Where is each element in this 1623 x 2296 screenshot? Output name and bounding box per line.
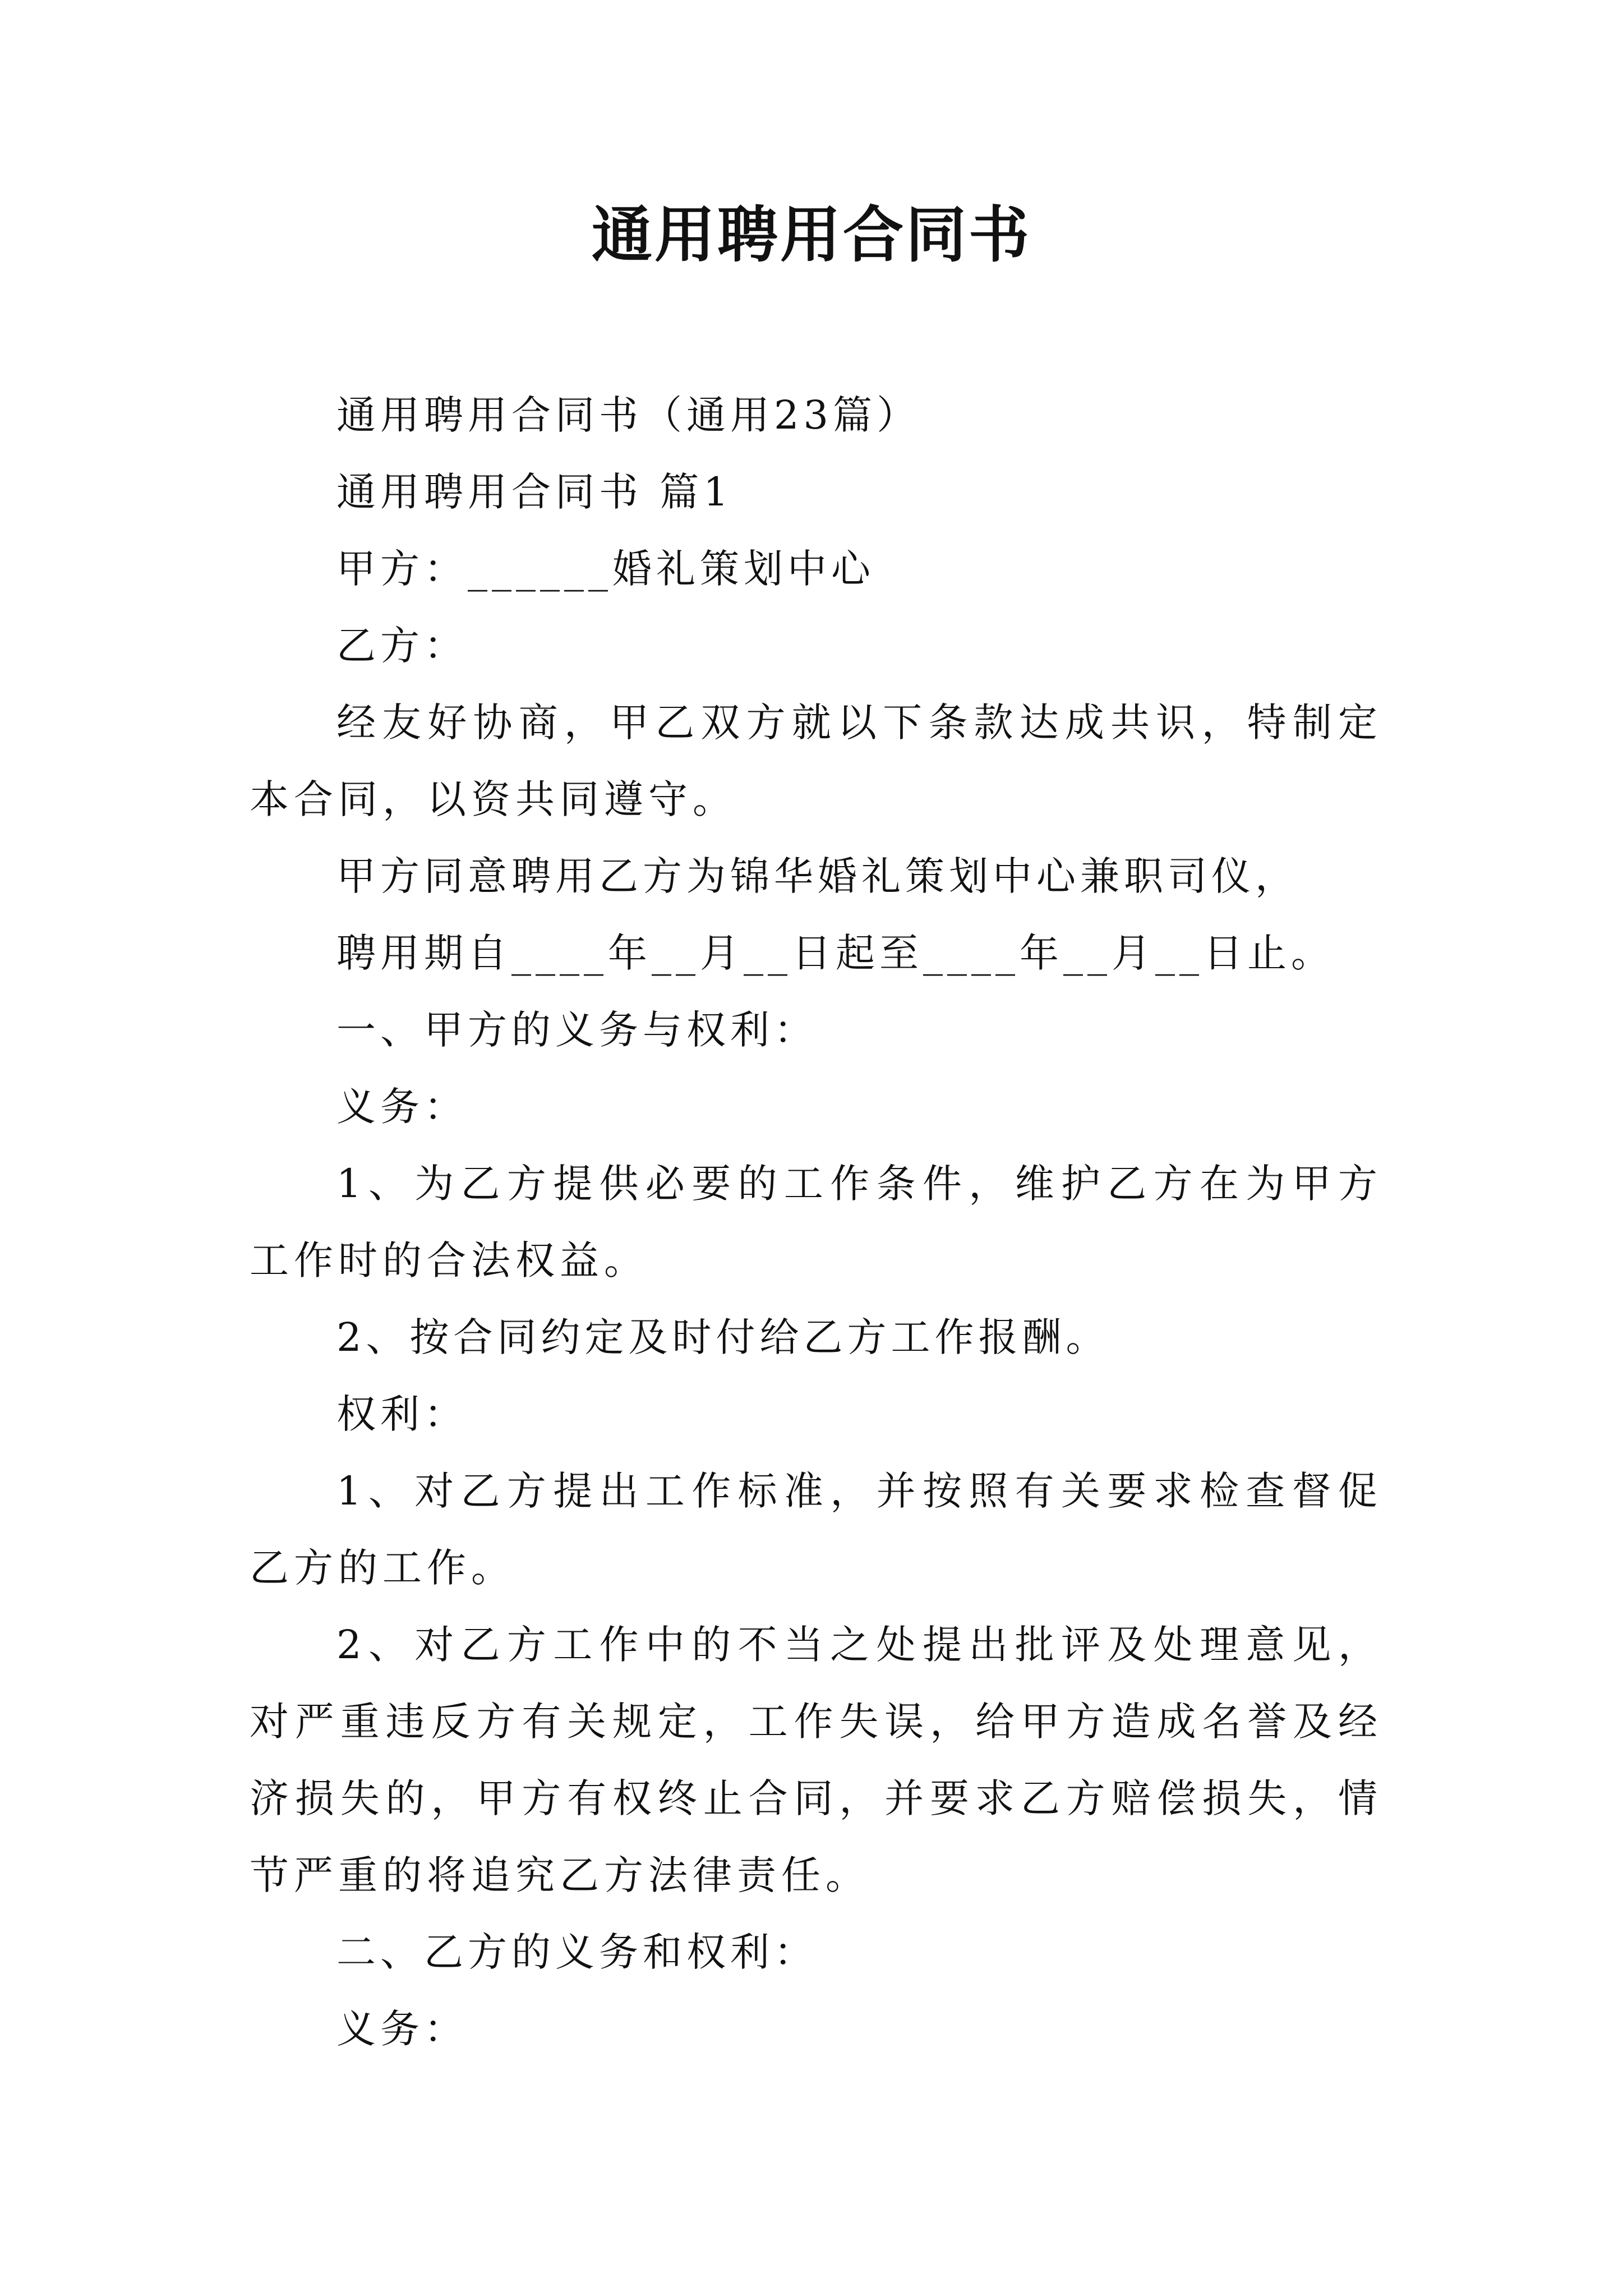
rights-item-1: 1、对乙方提出工作标准，并按照有关要求检查督促乙方的工作。 — [250, 1468, 1382, 1591]
obligations-label: 义务： — [336, 1084, 468, 1130]
obligation-item-2: 2、按合同约定及时付给乙方工作报酬。 — [336, 1314, 1110, 1360]
rights-item-2: 2、对乙方工作中的不当之处提出批评及处理意见，对严重违反方有关规定，工作失误，给甲方造成名誉及经济损失的，甲方有权终止合同，并要求乙方赔偿损失，情节严重的将追究乙方法律责任。 — [250, 1622, 1382, 1898]
subtitle-line: 通用聘用合同书（通用23篇） — [336, 392, 921, 438]
rights-label: 权利： — [336, 1391, 468, 1437]
party-a-line: 甲方：______婚礼策划中心 — [336, 546, 875, 592]
appointment-paragraph: 甲方同意聘用乙方为锦华婚礼策划中心兼职司仪， — [336, 853, 1299, 899]
intro-paragraph: 经友好协商，甲乙双方就以下条款达成共识，特制定本合同，以资共同遵守。 — [250, 700, 1382, 822]
section-heading: 通用聘用合同书 篇1 — [336, 469, 733, 515]
obligations-label-2: 义务： — [336, 2006, 468, 2052]
party-b-line: 乙方： — [336, 623, 468, 669]
clause-heading-2: 二、乙方的义务和权利： — [336, 1929, 818, 1975]
obligation-item-1: 1、为乙方提供必要的工作条件，维护乙方在为甲方工作时的合法权益。 — [250, 1161, 1382, 1283]
term-paragraph: 聘用期自____年__月__日起至____年__月__日止。 — [336, 930, 1335, 976]
document-title: 通用聘用合同书 — [591, 200, 1031, 270]
clause-heading-1: 一、甲方的义务与权利： — [336, 1007, 818, 1053]
document-body — [250, 377, 1382, 2068]
